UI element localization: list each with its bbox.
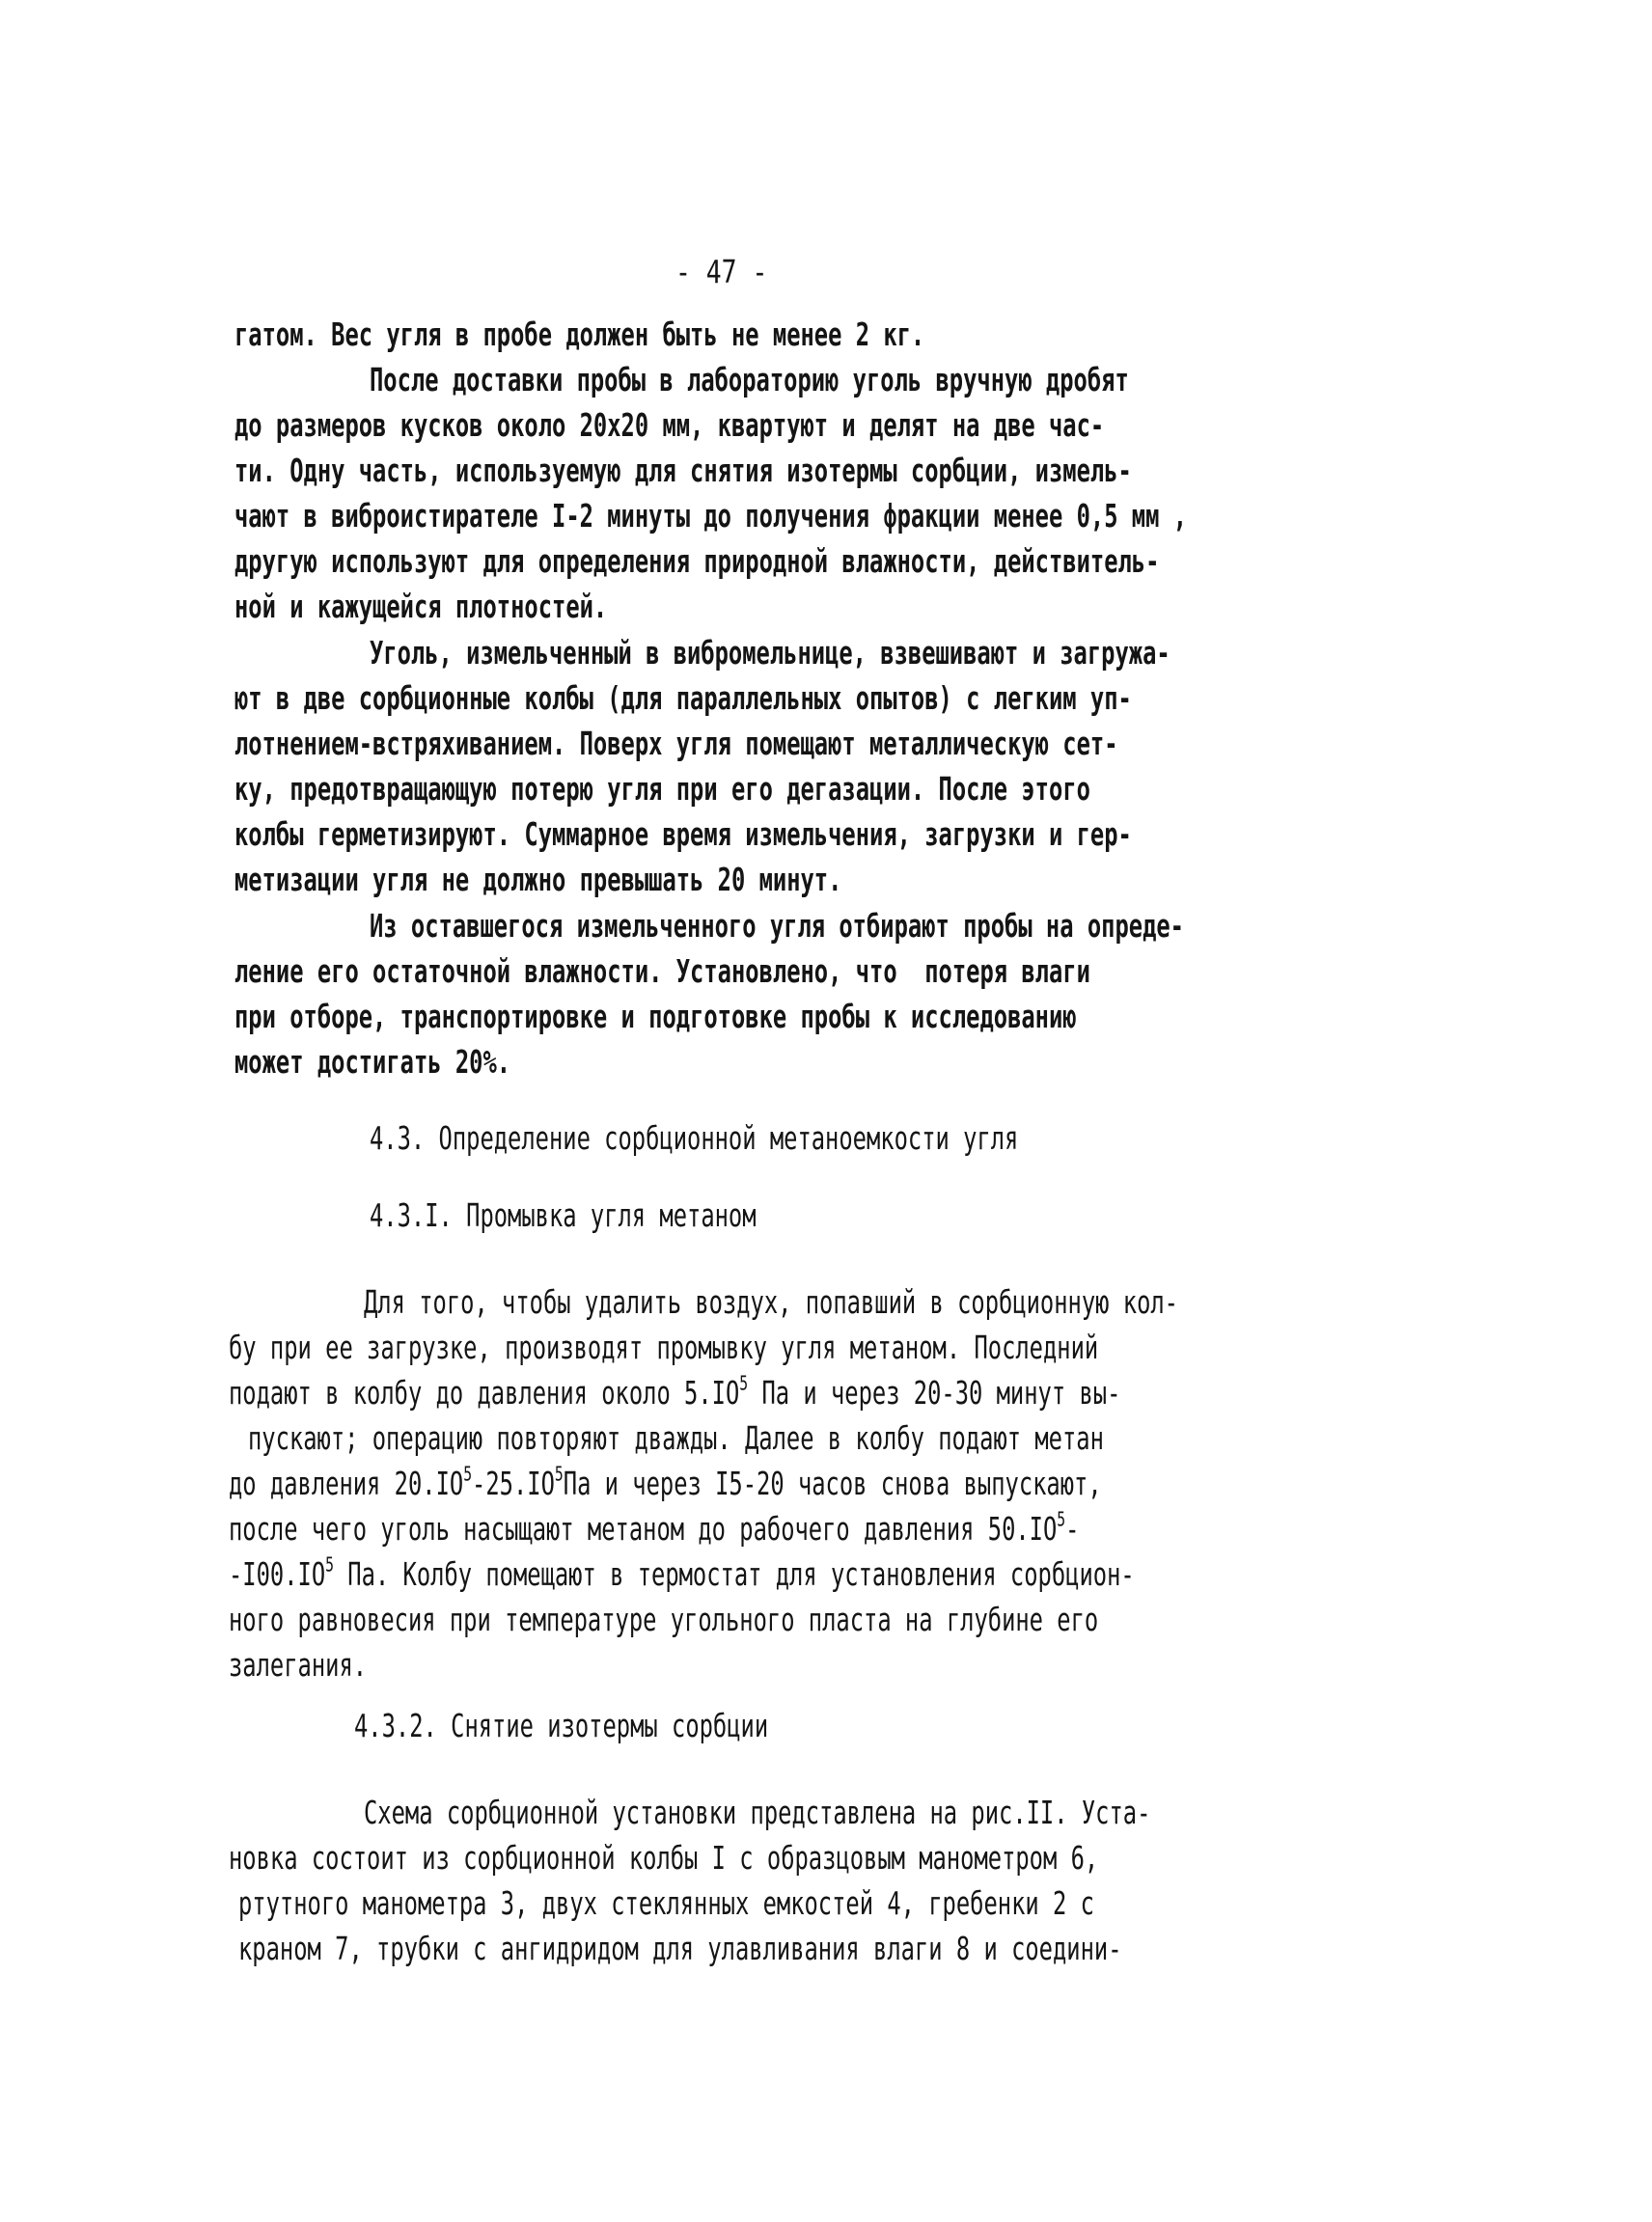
text-line: ление его остаточной влажности. Установлено, что потеря влаги (234, 952, 1090, 990)
text-line: залегания. (229, 1646, 368, 1684)
text-line: краном 7, трубки с ангидридом для улавливания влаги 8 и соедини- (238, 1930, 1122, 1967)
text-line: при отборе, транспортировке и подготовке пробы к исследованию (234, 998, 1077, 1035)
text-line: Из оставшегося измельченного угля отбирают пробы на опреде- (370, 907, 1184, 945)
text-line: Для того, чтобы удалить воздух, попавший в сорбционную кол- (364, 1283, 1178, 1321)
text-line: другую используют для определения природной влажности, действитель- (234, 542, 1160, 580)
text-line: новка состоит из сорбционной колбы I с образцовым манометром 6, (229, 1839, 1099, 1877)
text-line: пускают; операцию повторяют дважды. Далее в колбу подают метан (248, 1419, 1104, 1457)
text-line: колбы герметизируют. Суммарное время измельчения, загрузки и гер- (234, 815, 1132, 853)
text-line: ного равновесия при температуре угольного пласта на глубине его (229, 1601, 1099, 1638)
text-line: ку, предотвращающую потерю угля при его дегазации. После этого (234, 770, 1090, 808)
text-line: Схема сорбционной установки представлена на рис.II. Уста- (364, 1794, 1151, 1831)
text-line: подают в колбу до давления около $5.IO^5$ Па и через 20-30 минут вы- (229, 1371, 1121, 1412)
subsection-heading: 4.3.I. Промывка угля метаном (370, 1196, 757, 1234)
text-line: ной и кажущейся плотностей. (234, 588, 608, 625)
text-line: ртутного манометра 3, двух стеклянных емкостей 4, гребенки 2 с (238, 1884, 1094, 1922)
section-heading: 4.3. Определение сорбционной метаноемкости угля (370, 1119, 1019, 1157)
text-line: $-I00.IO^5$ Па. Колбу помещают в термостат для установления сорбцион- (229, 1552, 1135, 1593)
text-line: после чего уголь насыщают метаном до рабочего давления $50.IO^5-$ (229, 1507, 1080, 1548)
text-line: метизации угля не должно превышать 20 минут. (234, 861, 842, 898)
text-line: может достигать 20%. (234, 1043, 511, 1081)
page-number: - 47 - (675, 253, 768, 290)
text-line: до размеров кусков около 20х20 мм, квартуют и делят на две час- (234, 406, 1105, 444)
text-line: гатом. Вес угля в пробе должен быть не менее 2 кг. (234, 315, 925, 353)
text-line: Уголь, измельченный в вибромельнице, взвешивают и загружа- (370, 634, 1170, 672)
text-line: чают в виброистирателе I-2 минуты до получения фракции менее 0,5 мм , (234, 497, 1188, 535)
text-line: лотнением-встряхиванием. Поверх угля помещают металлическую сет- (234, 725, 1118, 762)
text-line: ти. Одну часть, используемую для снятия изотермы сорбции, измель- (234, 452, 1132, 489)
subsection-heading: 4.3.2. Снятие изотермы сорбции (354, 1707, 769, 1744)
text-line: ют в две сорбционные колбы (для параллельных опытов) с легким уп- (234, 679, 1132, 717)
text-line: После доставки пробы в лабораторию уголь вручную дробят (370, 361, 1129, 398)
text-line: бу при ее загрузке, производят промывку угля метаном. Последний (229, 1329, 1099, 1366)
text-line: до давления $20.IO^5-25.IO^5Па$ и через I5-20 часов снова выпускают, (229, 1462, 1102, 1502)
